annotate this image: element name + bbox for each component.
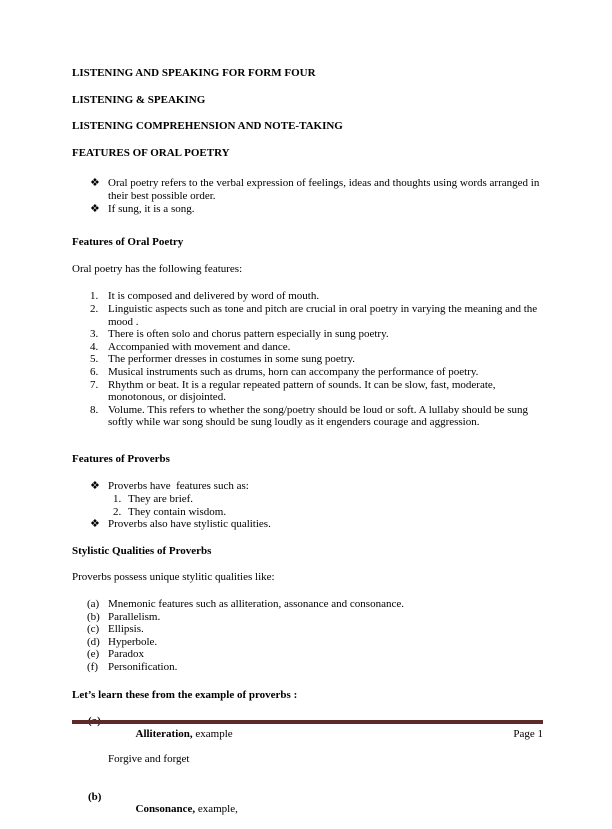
list-item-text: Accompanied with movement and dance. — [108, 340, 291, 353]
list-item — [87, 661, 544, 674]
list-item — [90, 290, 544, 303]
list-item — [87, 623, 544, 636]
list-item-text: There is often solo and chorus pattern especially in sung poetry. — [108, 328, 389, 341]
list-letter: (a) — [88, 715, 101, 728]
section-heading-stylistic-qualities: Stylistic Qualities of Proverbs — [72, 544, 212, 557]
list-item-text: Oral poetry refers to the verbal expression of feelings, ideas and thoughts using words arranged in their best possible order. — [108, 177, 543, 202]
list-letter: (f) — [87, 661, 98, 673]
list-item — [90, 353, 544, 366]
list-item-text: If sung, it is a song. — [108, 202, 195, 215]
oral-poetry-feature-list — [90, 290, 544, 429]
section-heading-proverbs: Features of Proverbs — [72, 452, 170, 465]
list-number: 8. — [90, 403, 99, 416]
list-item-text: Volume. This refers to whether the song/poetry should be loud or soft. A lullaby should be sung softly while war song should be sung loudly as it engenders courage and aggression. — [108, 403, 531, 429]
oral-poetry-lead: Oral poetry has the following features: — [72, 262, 243, 275]
list-number: 1. — [113, 493, 122, 506]
list-number: 2. — [90, 302, 99, 315]
list-item-text: They are brief. — [128, 493, 194, 506]
list-item — [90, 203, 544, 216]
list-item-text: Linguistic aspects such as tone and pitch are crucial in oral poetry in varying the meaning and the mood . — [108, 302, 540, 328]
document-body — [72, 67, 544, 829]
example-proverb: Forgive and forget — [108, 752, 190, 765]
example-term: Alliteration, — [135, 727, 193, 740]
list-item-text: Ellipsis. — [108, 623, 144, 636]
diamond-bullet-icon: ❖ — [90, 518, 100, 531]
proverbs-bullet-list — [90, 480, 544, 493]
proverbs-bullet-list-2 — [90, 518, 544, 531]
example-rest: example — [192, 727, 233, 740]
list-number: 2. — [113, 505, 122, 518]
list-item — [90, 404, 544, 429]
list-letter: (b) — [87, 610, 100, 623]
title-heading-4: FEATURES OF ORAL POETRY — [72, 146, 230, 159]
list-item — [90, 366, 544, 379]
list-number: 6. — [90, 365, 99, 378]
list-item — [90, 177, 544, 202]
list-item — [90, 379, 544, 404]
title-heading-1: LISTENING AND SPEAKING FOR FORM FOUR — [72, 67, 316, 79]
list-item-text: Proverbs have features such as: — [108, 480, 249, 493]
list-item — [88, 791, 544, 829]
list-item — [90, 518, 544, 531]
list-item-text: Parallelism. — [108, 610, 161, 623]
list-letter: (c) — [87, 623, 100, 636]
footer-divider-rule — [72, 720, 543, 724]
example-term: Consonance, — [135, 803, 196, 816]
list-item-text: Hyperbole. — [108, 635, 158, 648]
diamond-bullet-icon: ❖ — [90, 480, 100, 493]
list-item-text: The performer dresses in costumes in some sung poetry. — [108, 353, 356, 366]
list-letter: (a) — [87, 598, 100, 611]
diamond-bullet-icon: ❖ — [90, 177, 100, 190]
section-heading-oral-poetry: Features of Oral Poetry — [72, 236, 184, 249]
list-item-text: Musical instruments such as drums, horn can accompany the performance of poetry. — [108, 365, 479, 378]
list-item-text — [108, 791, 544, 829]
list-item — [90, 341, 544, 354]
list-item — [87, 598, 544, 611]
title-heading-2: LISTENING & SPEAKING — [72, 93, 206, 106]
intro-bullet-list — [90, 177, 544, 215]
list-item-text: Mnemonic features such as alliteration, assonance and consonance. — [108, 598, 404, 611]
page-number: Page 1 — [513, 728, 543, 740]
list-item — [87, 611, 544, 624]
list-item — [87, 636, 544, 649]
stylistic-lead: Proverbs possess unique stylitic qualities like: — [72, 571, 275, 584]
example-rest: example, — [195, 803, 238, 816]
list-number: 5. — [90, 353, 99, 366]
list-number: 4. — [90, 340, 99, 353]
list-item-text: Proverbs also have stylistic qualities. — [108, 518, 271, 531]
list-item-text: They contain wisdom. — [128, 505, 227, 518]
list-item — [90, 480, 544, 493]
list-item — [90, 303, 544, 328]
section-heading-examples: Let’s learn these from the example of proverbs : — [72, 688, 298, 701]
list-item — [113, 493, 544, 506]
list-item — [90, 328, 544, 341]
diamond-bullet-icon: ❖ — [90, 202, 100, 215]
page-footer — [72, 720, 543, 741]
list-letter: (d) — [87, 635, 100, 648]
list-number: 7. — [90, 378, 99, 391]
list-number: 3. — [90, 328, 99, 341]
proverbs-sub-list — [113, 493, 544, 518]
title-heading-3: LISTENING COMPREHENSION AND NOTE-TAKING — [72, 120, 343, 133]
list-number: 1. — [90, 290, 99, 303]
list-letter: (b) — [88, 790, 102, 803]
list-item-text: Rhythm or beat. It is a regular repeated pattern of sounds. It can be slow, fast, moderate, monotonous, or disjointed. — [108, 378, 499, 404]
list-item — [87, 648, 544, 661]
list-item-text: It is composed and delivered by word of mouth. — [108, 290, 320, 303]
list-item-text: Personification. — [108, 661, 178, 673]
list-letter: (e) — [87, 648, 100, 661]
list-item — [113, 506, 544, 519]
stylistic-quality-list — [87, 598, 544, 674]
list-item-text: Paradox — [108, 648, 145, 661]
